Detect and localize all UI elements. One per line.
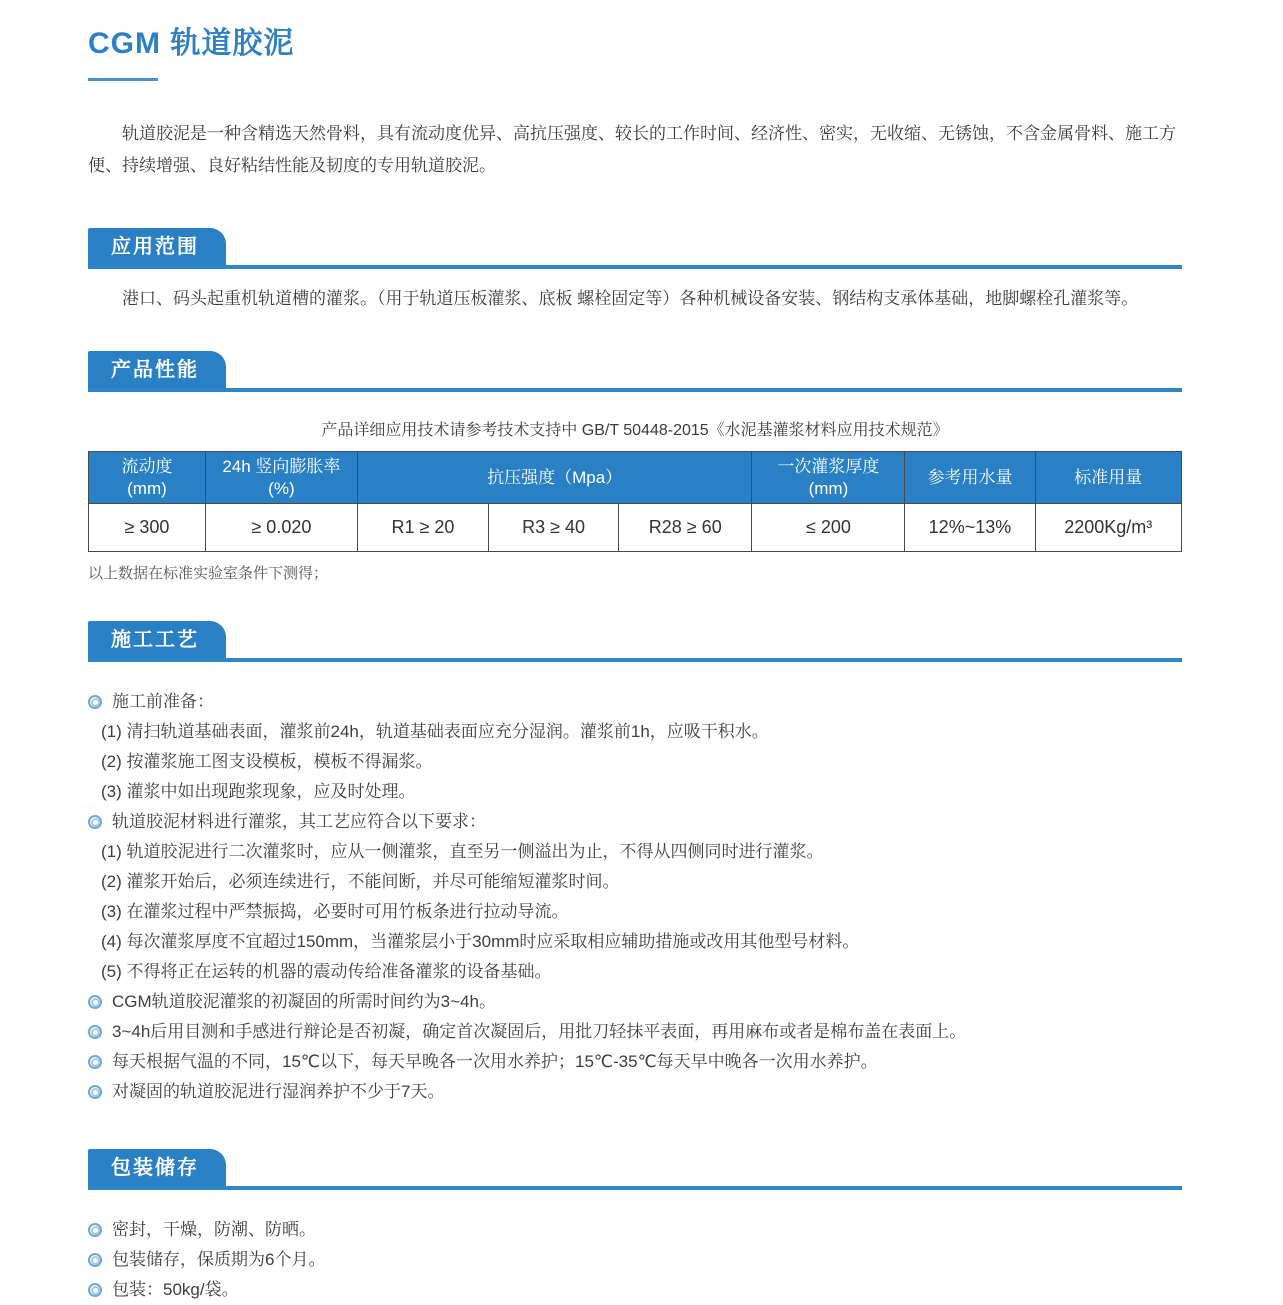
circle-bullet-icon — [88, 995, 102, 1009]
list-item — [88, 1077, 1182, 1107]
list-item — [88, 1017, 1182, 1047]
list-item — [88, 1245, 1182, 1275]
list-item — [88, 807, 1182, 837]
title-underline — [88, 78, 158, 81]
circle-bullet-icon — [88, 1223, 102, 1237]
document-page — [88, 0, 1182, 1305]
header-cell-flow — [89, 452, 206, 504]
table-data-row — [89, 504, 1182, 552]
packaging-list — [88, 1215, 1182, 1305]
header-cell-expansion — [205, 452, 357, 504]
circle-bullet-icon — [88, 1085, 102, 1099]
list-item-text: CGM轨道胶泥灌浆的初凝固的所需时间约为3~4h。 — [112, 992, 496, 1011]
section-performance — [88, 351, 1182, 583]
circle-bullet-icon — [88, 695, 102, 709]
list-item-text: 轨道胶泥材料进行灌浆，其工艺应符合以下要求： — [112, 812, 486, 831]
value-expansion: ≥ 0.020 — [205, 504, 357, 552]
list-item-text: 3~4h后用目测和手感进行辩论是否初凝，确定首次凝固后，用批刀轻抹平表面，再用麻布或者是棉布盖在表面上。 — [112, 1022, 967, 1041]
list-item — [88, 747, 1182, 777]
list-item — [88, 777, 1182, 807]
section-header-rule — [88, 228, 1182, 269]
header-cell-compressive: 抗压强度（Mpa） — [357, 452, 752, 504]
section-header-rule — [88, 351, 1182, 392]
value-water: 12%~13% — [905, 504, 1035, 552]
list-item-text: (5) 不得将正在运转的机器的震动传给准备灌浆的设备基础。 — [101, 962, 552, 981]
table-header-row — [89, 452, 1182, 504]
list-item-text: 每天根据气温的不同，15℃以下，每天早晚各一次用水养护；15℃-35℃每天早中晚各一次用水养护。 — [112, 1052, 878, 1071]
value-flow: ≥ 300 — [89, 504, 206, 552]
list-item-text: (3) 灌浆中如出现跑浆现象，应及时处理。 — [101, 782, 416, 801]
header-label: 一次灌浆厚度 — [777, 456, 880, 476]
list-item — [88, 837, 1182, 867]
list-item-text: (1) 轨道胶泥进行二次灌浆时，应从一侧灌浆，直至另一侧溢出为止，不得从四侧同时进行灌浆。 — [101, 842, 824, 861]
circle-bullet-icon — [88, 1025, 102, 1039]
list-item — [88, 957, 1182, 987]
header-cell-dosage: 标准用量 — [1035, 452, 1182, 504]
list-item-text: 对凝固的轨道胶泥进行湿润养护不少于7天。 — [112, 1082, 445, 1101]
circle-bullet-icon — [88, 815, 102, 829]
page-title: CGM 轨道胶泥 — [88, 27, 295, 60]
list-item-text: (1) 清扫轨道基础表面，灌浆前24h，轨道基础表面应充分湿润。灌浆前1h，应吸干积水。 — [101, 722, 769, 741]
list-item — [88, 987, 1182, 1017]
circle-bullet-icon — [88, 1055, 102, 1069]
section-heading-application: 应用范围 — [88, 228, 226, 265]
header-unit: (mm) — [127, 478, 167, 498]
list-item — [88, 1215, 1182, 1245]
value-r3: R3 ≥ 40 — [489, 504, 619, 552]
list-item — [88, 717, 1182, 747]
section-heading-packaging: 包装储存 — [88, 1149, 226, 1186]
list-item-text: 包装：50kg/袋。 — [112, 1280, 239, 1299]
list-item — [88, 1047, 1182, 1077]
value-r28: R28 ≥ 60 — [619, 504, 752, 552]
value-r1: R1 ≥ 20 — [357, 504, 488, 552]
section-application — [88, 228, 1182, 314]
section-header-rule — [88, 1149, 1182, 1190]
list-item — [88, 897, 1182, 927]
section-heading-performance: 产品性能 — [88, 351, 226, 388]
construction-list — [88, 687, 1182, 1107]
value-dosage: 2200Kg/m³ — [1035, 504, 1182, 552]
header-cell-thickness — [752, 452, 905, 504]
performance-table — [88, 451, 1182, 552]
header-unit: (mm) — [808, 478, 849, 498]
header-label: 24h 竖向膨胀率 — [222, 456, 341, 476]
list-item-text: 施工前准备： — [112, 692, 214, 711]
performance-note: 产品详细应用技术请参考技术支持中 GB/T 50448-2015《水泥基灌浆材料应用技术规范》 — [321, 422, 949, 439]
application-body: 港口、码头起重机轨道槽的灌浆。（用于轨道压板灌浆、底板 螺栓固定等）各种机械设备安装、钢结构支承体基础，地脚螺栓孔灌浆等。 — [122, 289, 1139, 308]
table-footnote: 以上数据在标准实验室条件下测得； — [88, 565, 329, 582]
section-packaging — [88, 1149, 1182, 1305]
list-item-text: (3) 在灌浆过程中严禁振捣，必要时可用竹板条进行拉动导流。 — [101, 902, 569, 921]
list-item-text: (2) 灌浆开始后，必须连续进行，不能间断，并尽可能缩短灌浆时间。 — [101, 872, 620, 891]
list-item-text: (4) 每次灌浆厚度不宜超过150mm，当灌浆层小于30mm时应采取相应辅助措施或改用其他型号材料。 — [101, 932, 860, 951]
intro-paragraph: 轨道胶泥是一种含精选天然骨料，具有流动度优异、高抗压强度、较长的工作时间、经济性、密实，无收缩、无锈蚀，不含金属骨料、施工方便、持续增强、良好粘结性能及韧度的专用轨道胶泥。 — [88, 124, 1176, 175]
list-item — [88, 687, 1182, 717]
section-header-rule — [88, 621, 1182, 662]
list-item-text: 密封，干燥，防潮、防晒。 — [112, 1220, 316, 1239]
value-thickness: ≤ 200 — [752, 504, 905, 552]
header-label: 流动度 — [121, 456, 173, 476]
list-item — [88, 867, 1182, 897]
section-construction — [88, 621, 1182, 1107]
list-item-text: (2) 按灌浆施工图支设模板，模板不得漏浆。 — [101, 752, 433, 771]
circle-bullet-icon — [88, 1283, 102, 1297]
circle-bullet-icon — [88, 1253, 102, 1267]
list-item — [88, 927, 1182, 957]
header-unit: (%) — [268, 478, 295, 498]
section-heading-construction: 施工工艺 — [88, 621, 226, 658]
header-cell-water: 参考用水量 — [905, 452, 1035, 504]
list-item-text: 包装储存，保质期为6个月。 — [112, 1250, 326, 1269]
